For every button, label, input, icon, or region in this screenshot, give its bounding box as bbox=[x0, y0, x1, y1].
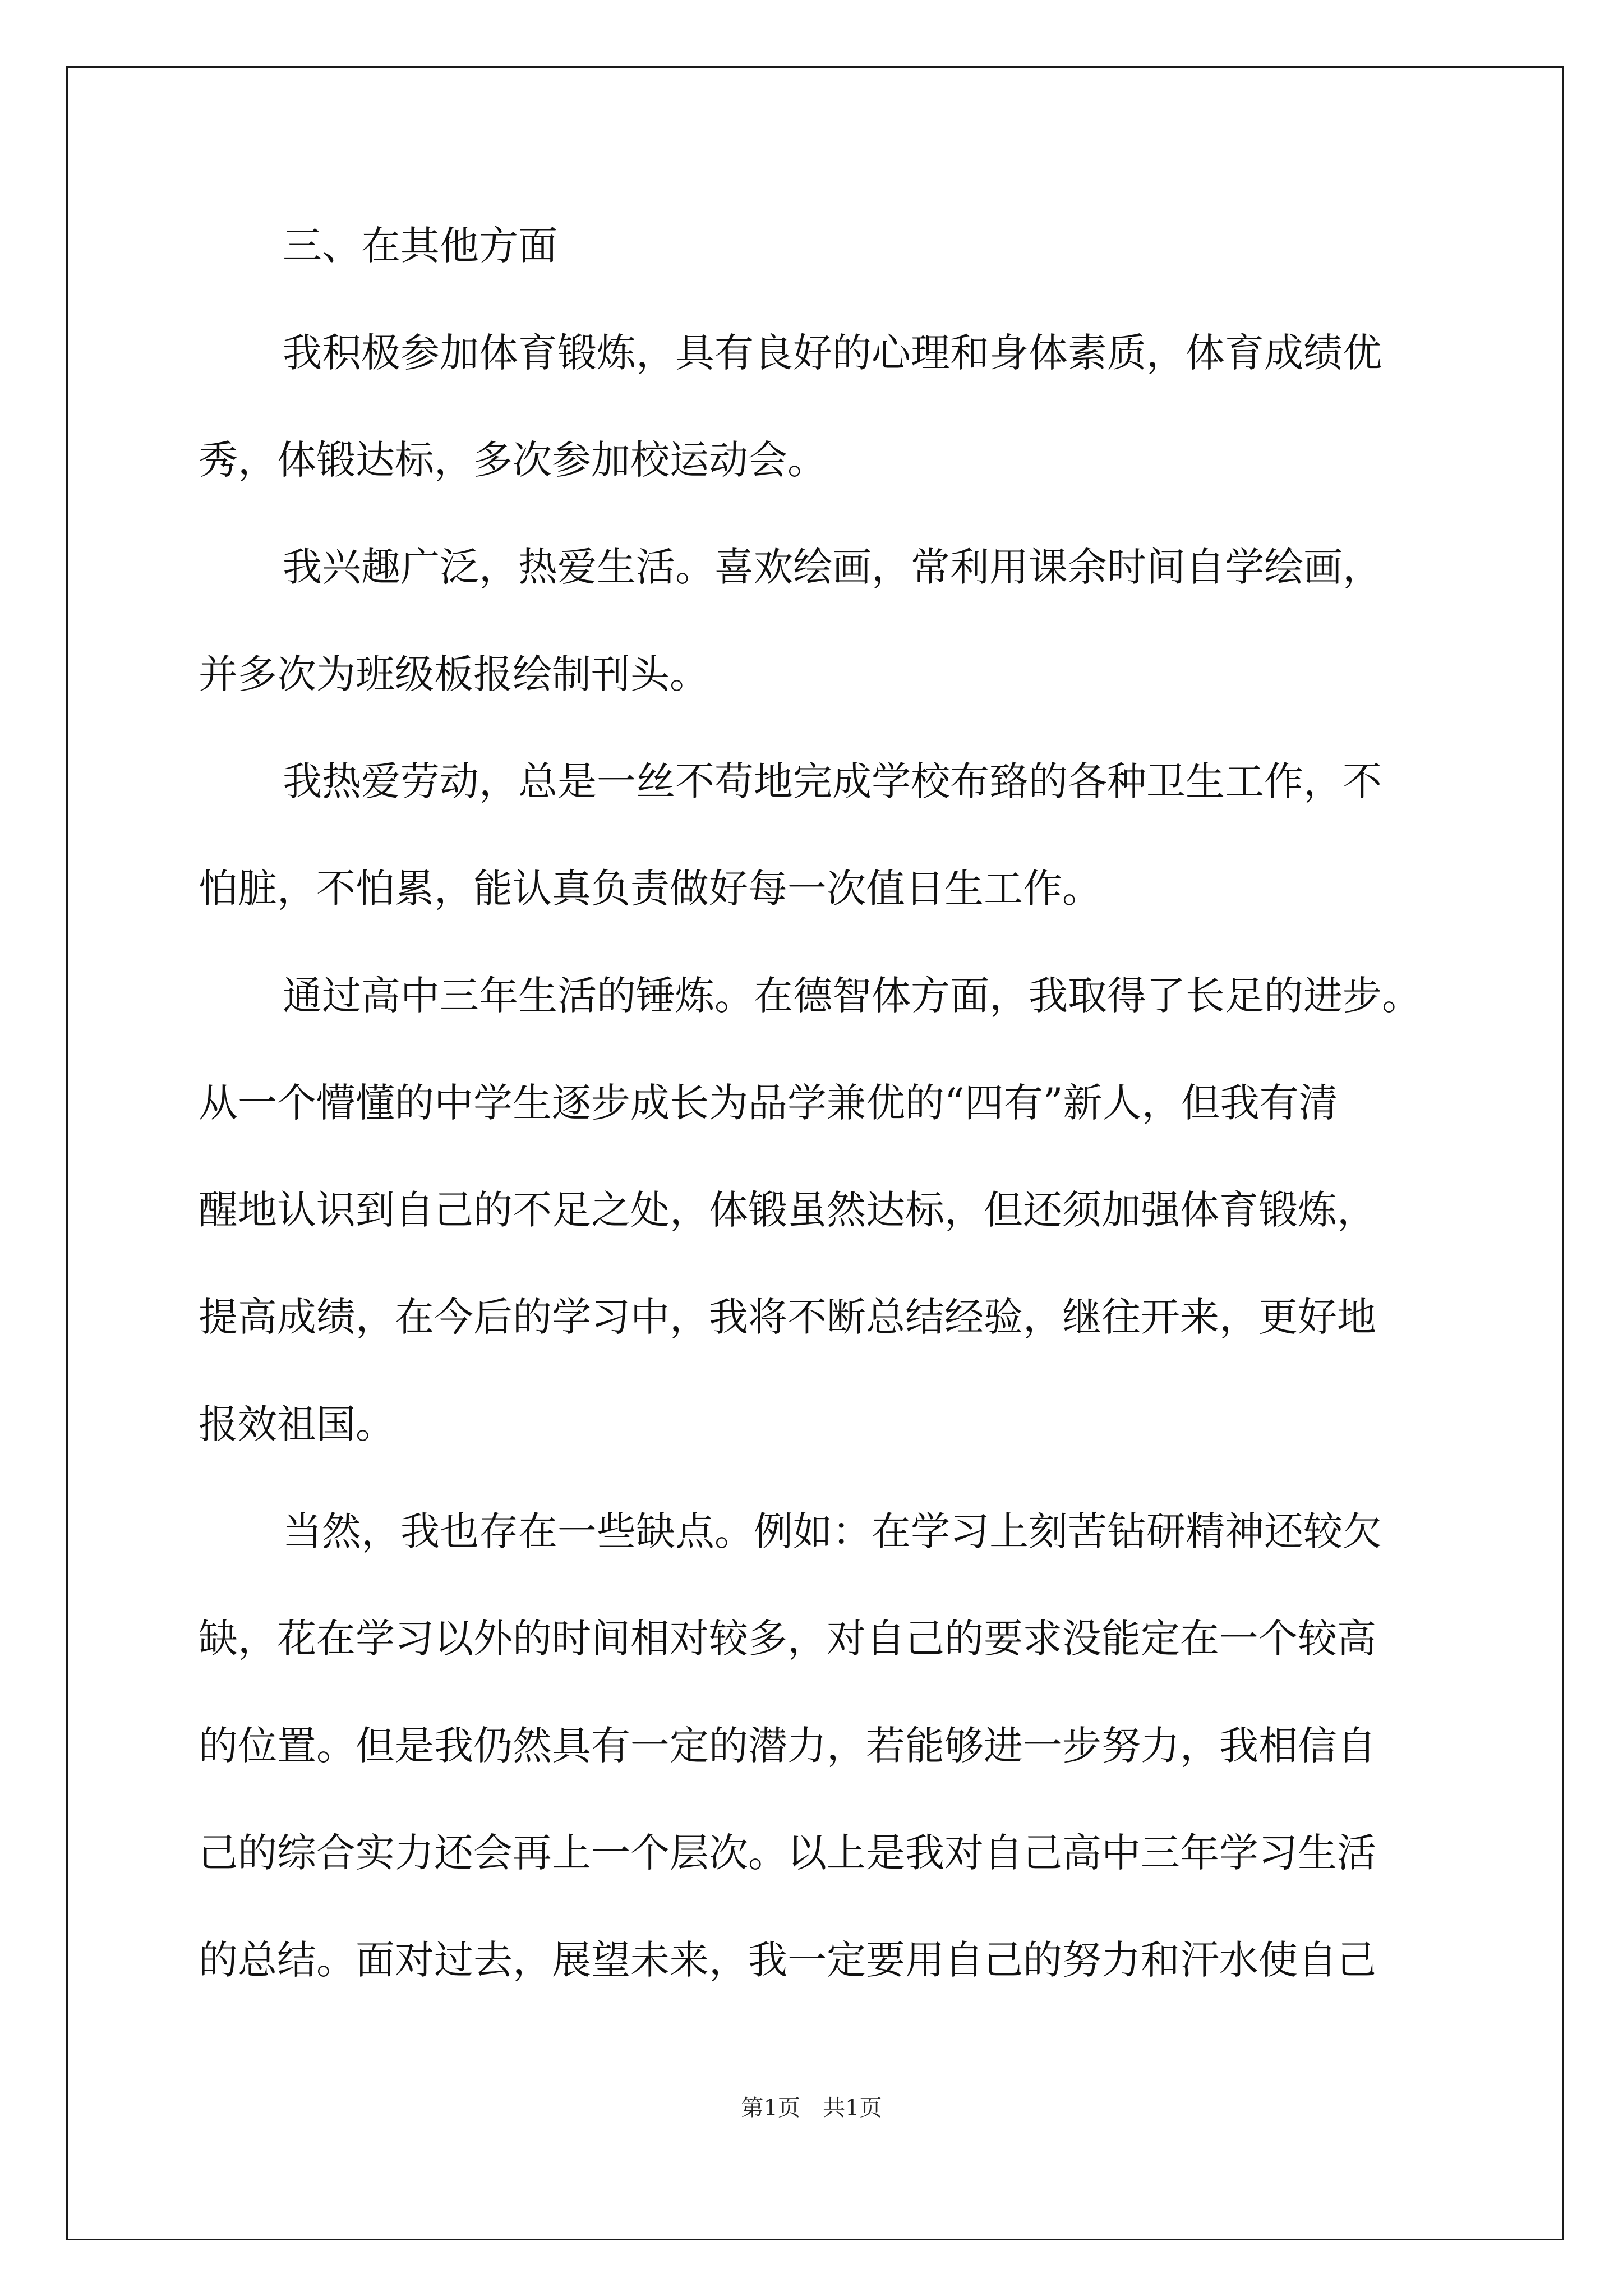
paragraph-line: 怕脏，不怕累，能认真负责做好每一次值日生工作。 bbox=[199, 866, 1101, 912]
page-number: 第1页 bbox=[741, 2095, 800, 2121]
page-border bbox=[66, 66, 1564, 2240]
page-footer bbox=[0, 2091, 1623, 2125]
paragraph-line: 从一个懵懂的中学生逐步成长为品学兼优的“四有”新人，但我有清 bbox=[199, 1080, 1338, 1126]
paragraph-line: 我兴趣广泛，热爱生活。喜欢绘画，常利用课余时间自学绘画， bbox=[283, 544, 1382, 590]
page-total: 共1页 bbox=[823, 2095, 882, 2121]
paragraph-line: 报效祖国。 bbox=[199, 1401, 395, 1447]
section-heading: 三、在其他方面 bbox=[283, 223, 557, 269]
paragraph-line: 当然，我也存在一些缺点。例如：在学习上刻苦钻研精神还较欠 bbox=[283, 1508, 1382, 1554]
paragraph-line: 缺，花在学习以外的时间相对较多，对自己的要求没能定在一个较高 bbox=[199, 1616, 1376, 1662]
paragraph-line: 秀，体锻达标，多次参加校运动会。 bbox=[199, 437, 827, 483]
paragraph-line: 醒地认识到自己的不足之处，体锻虽然达标，但还须加强体育锻炼， bbox=[199, 1187, 1376, 1233]
paragraph-line: 的总结。面对过去，展望未来，我一定要用自己的努力和汗水使自己 bbox=[199, 1937, 1376, 1983]
paragraph-line: 我积极参加体育锻炼，具有良好的心理和身体素质，体育成绩优 bbox=[283, 330, 1382, 376]
paragraph-line: 我热爱劳动，总是一丝不苟地完成学校布臵的各种卫生工作，不 bbox=[283, 758, 1382, 804]
paragraph-line: 通过高中三年生活的锤炼。在德智体方面，我取得了长足的进步。 bbox=[283, 973, 1421, 1019]
paragraph-line: 提高成绩，在今后的学习中，我将不断总结经验，继往开来，更好地 bbox=[199, 1294, 1376, 1340]
paragraph-line: 的位置。但是我仍然具有一定的潜力，若能够进一步努力，我相信自 bbox=[199, 1723, 1376, 1769]
paragraph-line: 并多次为班级板报绘制刊头。 bbox=[199, 651, 709, 697]
paragraph-line: 己的综合实力还会再上一个层次。以上是我对自己高中三年学习生活 bbox=[199, 1830, 1376, 1876]
